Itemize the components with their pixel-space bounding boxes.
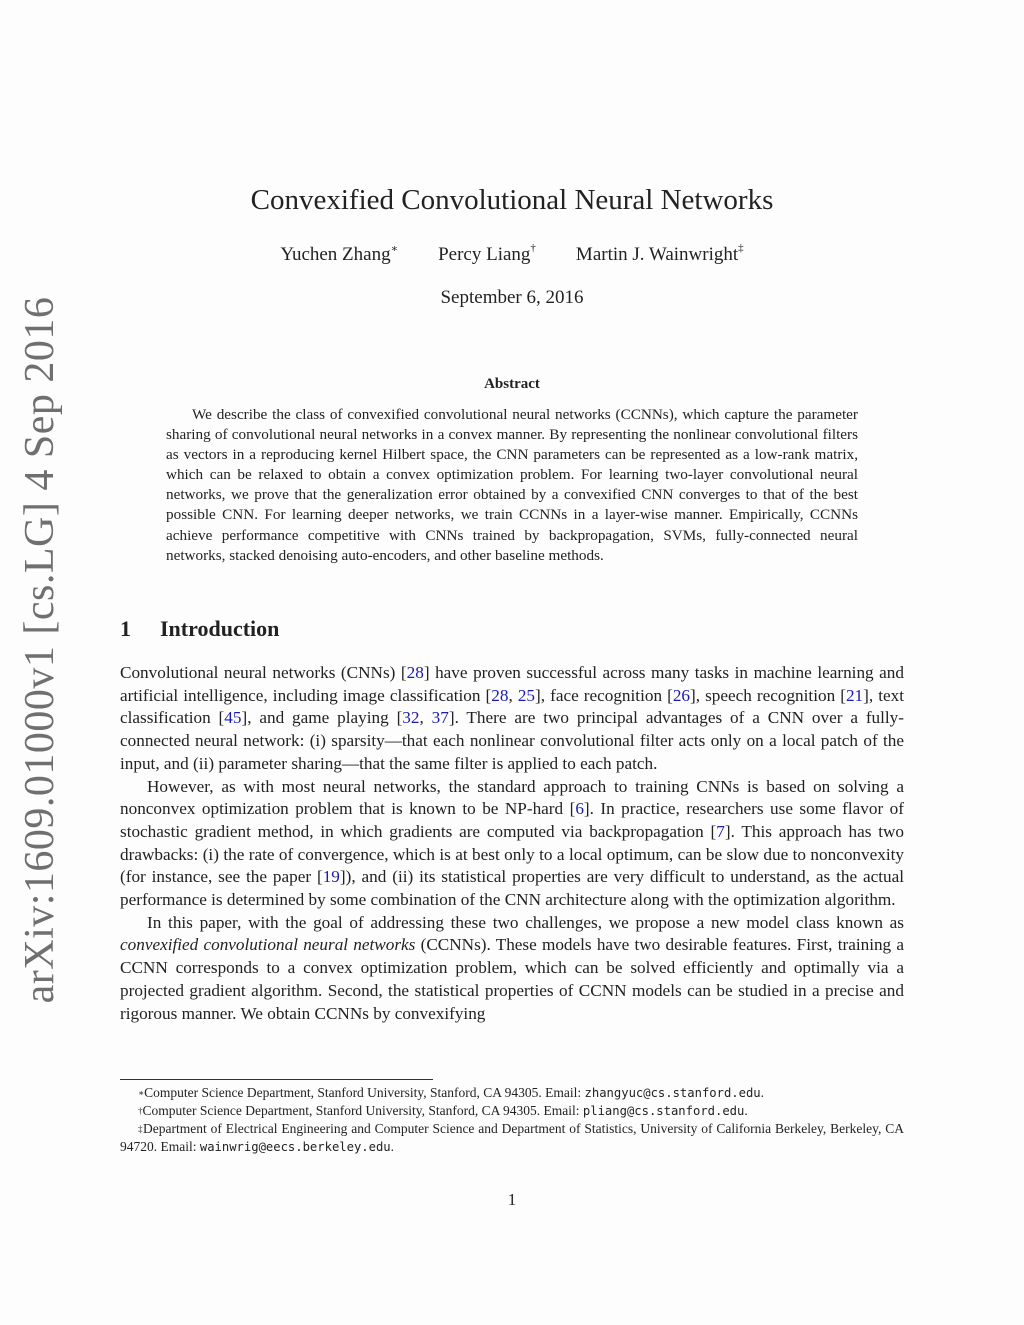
citation-link[interactable]: 19	[322, 867, 340, 887]
footnote: †Computer Science Department, Stanford University, Stanford, CA 94305. Email: pliang@cs.stanford.edu.	[138, 1103, 748, 1118]
email-link[interactable]: zhangyuc@cs.stanford.edu	[584, 1086, 761, 1100]
citation-link[interactable]: 28	[406, 663, 424, 682]
citation-link[interactable]: 28	[491, 685, 509, 705]
paper-title: Convexified Convolutional Neural Networks	[250, 184, 774, 216]
email-link[interactable]: wainwrig@eecs.berkeley.edu	[199, 1140, 391, 1154]
citation-link[interactable]: 6	[575, 799, 584, 819]
footnote-rule	[120, 1079, 433, 1080]
author: Percy Liang†	[438, 242, 536, 265]
paragraph: In this paper, with the goal of addressing these two challenges, we propose a new model class known as convexified convolutional neural networks (CCNNs). These models have two desirable features. First, training a CCNN corresponds to a convex optimization problem, which can be solved efficiently and optimally via a projected gradient algorithm. Second, the statistical properties of CCNN models can be studied in a precise and rigorous manner. We obtain CCNNs by convexifying	[120, 912, 905, 1023]
abstract-text: We describe the class of convexified convolutional neural networks (CCNNs), which capture the parameter sharing of convolutional neural networks in a convex manner. By representing the nonlinear convolutional filters as vectors in a reproducing kernel Hilbert space, the CNN parameters can be represented as a low-rank matrix, which can be relaxed to obtain a convex optimization problem. For learning two-layer convolutional neural networks, we prove that the generalization error obtained by a convexified CNN converges to that of the best possible CNN. For learning deeper networks, we train CCNNs in a layer-wise manner. Empirically, CCNNs achieve performance competitive with CNNs trained by backpropagation, SVMs, fully-connected neural networks, stacked denoising auto-encoders, and other baseline methods.	[166, 406, 858, 564]
section-title: Introduction	[160, 616, 280, 641]
citation-link[interactable]: 25	[517, 685, 536, 705]
author: Yuchen Zhang∗	[280, 243, 399, 265]
footnotes	[120, 1084, 904, 1156]
author: Martin J. Wainwright‡	[575, 242, 744, 265]
emphasis: convexified convolutional neural networks	[120, 935, 416, 955]
author-list	[0, 244, 1024, 266]
citation-link[interactable]: 26	[672, 685, 690, 705]
footnote: ∗Computer Science Department, Stanford University, Stanford, CA 94305. Email: zhangyuc@cs.stanford.edu.	[138, 1085, 765, 1100]
citation-link[interactable]: 45	[224, 708, 242, 728]
arxiv-stamp: arXiv:1609.01000v1 [cs.LG] 4 Sep 2016	[17, 296, 63, 1004]
paragraph: However, as with most neural networks, the standard approach to training CNNs is based on solving a nonconvex optimization problem that is known to be NP-hard [6]. In practice, researchers use some flavor of stochastic gradient method, in which gradients are computed via backpropagation [7]. This approach has two drawbacks: (i) the rate of convergence, which is at best only to a local optimum, can be slow due to nonconvexity (for instance, see the paper [19]), and (ii) its statistical properties are very difficult to understand, as the actual performance is determined by some combination of the CNN architecture along with the optimization algorithm.	[120, 776, 904, 910]
section-heading	[120, 616, 279, 642]
body-text	[120, 662, 904, 1025]
paragraph: Convolutional neural networks (CNNs) [28] have proven successful across many tasks in machine learning and artificial intelligence, including image classification [28, 25], face recognition [26], speech recognition [21], text classification [45], and game playing [32, 37]. There are two principal advantages of a CNN over a fully-connected neural network: (i) sparsity—that each nonlinear convolutional filter acts only on a local patch of the input, and (ii) parameter sharing—that the same filter is applied to each patch.	[120, 663, 905, 773]
paper-date: September 6, 2016	[440, 287, 584, 308]
section-number: 1	[120, 616, 131, 641]
citation-link[interactable]: 32	[402, 708, 420, 728]
citation-link[interactable]: 7	[716, 821, 725, 841]
footnote: ‡Department of Electrical Engineering and Computer Science and Department of Statistics, University of California Berkeley, Berkeley, CA 94720. Email: wainwrig@eecs.berkeley.edu.	[120, 1121, 905, 1154]
email-link[interactable]: pliang@cs.stanford.edu	[582, 1104, 745, 1118]
page-number: 1	[507, 1190, 517, 1209]
citation-link[interactable]: 21	[845, 685, 864, 705]
abstract-heading: Abstract	[484, 376, 540, 392]
citation-link[interactable]: 37	[431, 708, 449, 728]
